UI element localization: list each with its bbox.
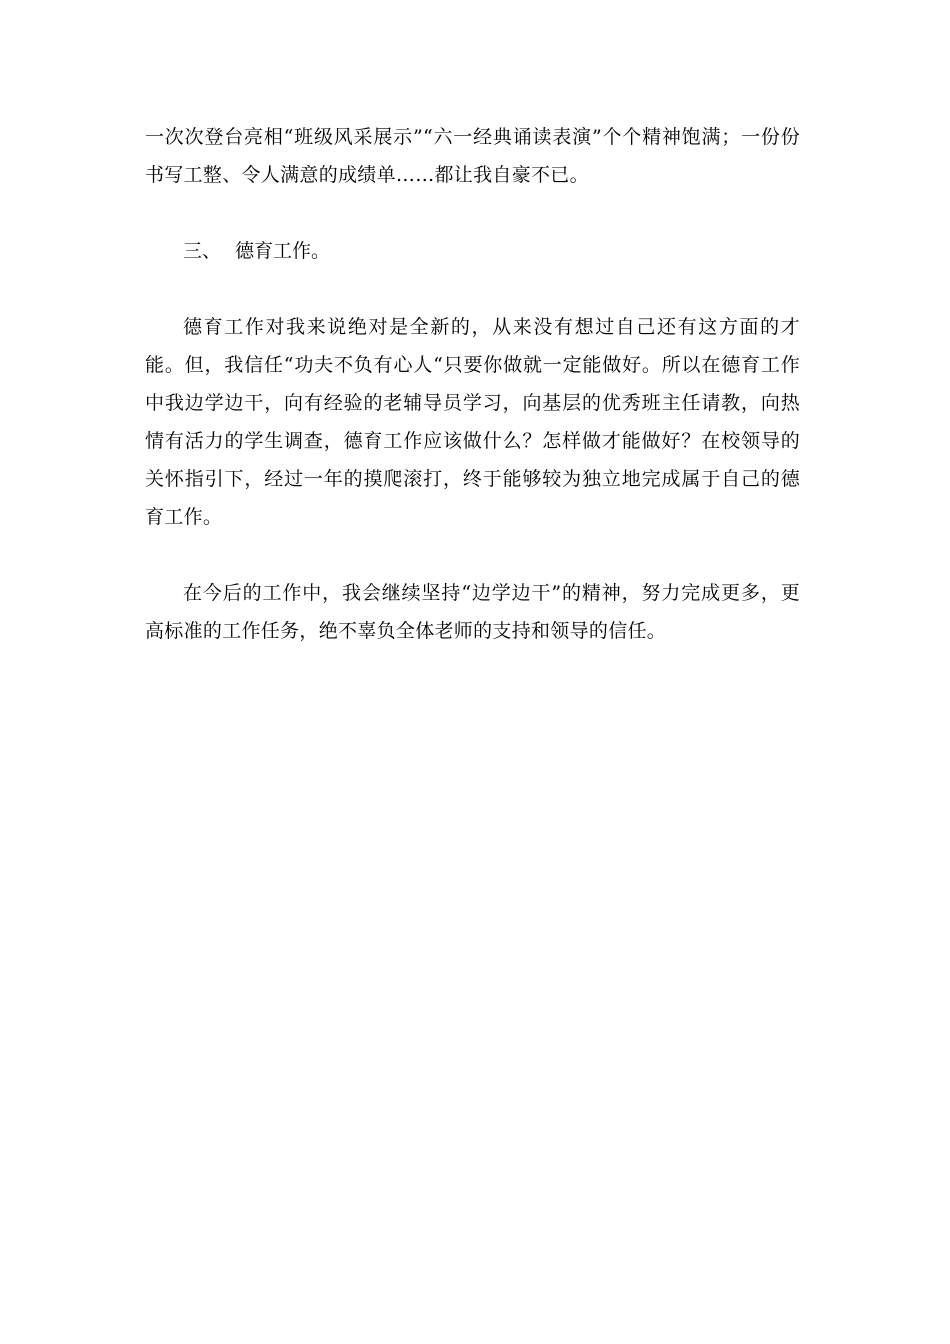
paragraph-continuation: 一次次登台亮相“班级风采展示”“六一经典诵读表演”个个精神饱满；一份份书写工整、令人满意的成绩单……都让我自豪不已。 xyxy=(145,126,800,186)
paragraph-spacer xyxy=(145,194,800,232)
section-number: 三、 xyxy=(183,240,222,262)
document-body xyxy=(145,118,800,650)
paragraph-moral-education: 德育工作对我来说绝对是全新的，从来没有想过自己还有这方面的才能。但，我信任“功夫不负有心人“只要你做就一定能做好。所以在德育工作中我边学边干，向有经验的老辅导员学习，向基层的优秀班主任请教，向热情有活力的学生调查，德育工作应该做什么？怎样做才能做好？在校领导的关怀指引下，经过一年的摸爬滚打，终于能够较为独立地完成属于自己的德育工作。 xyxy=(145,316,800,528)
section-heading xyxy=(145,232,800,270)
paragraph-spacer xyxy=(145,536,800,574)
paragraph-future-work: 在今后的工作中，我会继续坚持“边学边干”的精神，努力完成更多，更高标准的工作任务，绝不辜负全体老师的支持和领导的信任。 xyxy=(145,582,800,642)
paragraph-spacer xyxy=(145,270,800,308)
section-title: 德育工作。 xyxy=(235,240,331,262)
